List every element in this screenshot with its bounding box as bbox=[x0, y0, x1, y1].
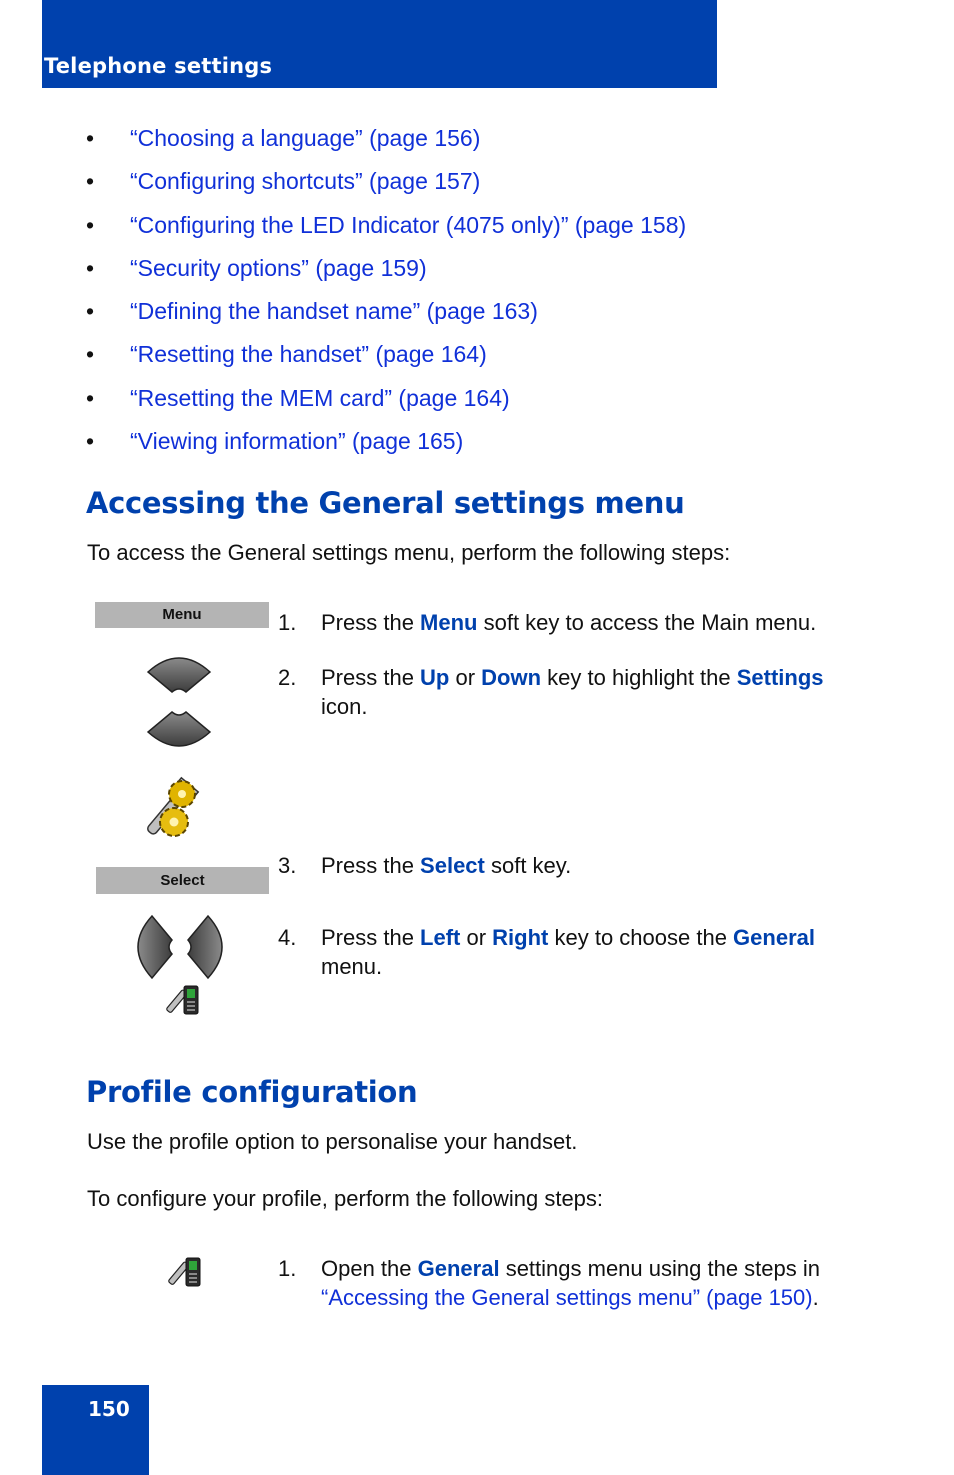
heading-accessing-general-settings: Accessing the General settings menu bbox=[86, 486, 685, 520]
step-text-part: Press the bbox=[321, 853, 421, 878]
toc-link-handset-name[interactable]: “Defining the handset name” (page 163) bbox=[130, 298, 538, 325]
section1-intro: To access the General settings menu, perform the following steps: bbox=[87, 540, 731, 565]
bullet: • bbox=[86, 341, 95, 368]
left-right-key-icon bbox=[128, 912, 232, 982]
step-text bbox=[321, 1254, 869, 1312]
menu-softkey: Menu bbox=[95, 602, 269, 628]
step-text-part: or bbox=[460, 925, 493, 950]
step-number: 2. bbox=[278, 665, 297, 690]
general-handset-icon bbox=[162, 984, 202, 1016]
step-text bbox=[321, 663, 869, 721]
general-handset-icon bbox=[164, 1256, 204, 1288]
toc-link-security-options[interactable]: “Security options” (page 159) bbox=[130, 254, 427, 281]
up-down-key-icon bbox=[140, 650, 218, 758]
keyword-general: General bbox=[417, 1256, 500, 1281]
settings-gears-icon bbox=[136, 772, 204, 848]
keyword-left: Left bbox=[420, 925, 461, 950]
keyword-down: Down bbox=[481, 665, 542, 690]
step-text bbox=[321, 851, 869, 880]
bullet: • bbox=[86, 384, 95, 411]
bullet: • bbox=[86, 168, 95, 195]
step-text-part: or bbox=[449, 665, 482, 690]
keyword-right: Right bbox=[492, 925, 549, 950]
select-softkey: Select bbox=[96, 867, 269, 894]
step-text bbox=[321, 608, 869, 637]
bullet: • bbox=[86, 428, 95, 455]
step-text-part: Open the bbox=[321, 1256, 418, 1281]
step-text-part: soft key to access the Main menu. bbox=[477, 610, 817, 635]
step-text bbox=[321, 923, 869, 981]
step-number: 1. bbox=[278, 1256, 297, 1281]
keyword-general: General bbox=[733, 925, 815, 950]
keyword-up: Up bbox=[420, 665, 450, 690]
keyword-menu: Menu bbox=[420, 610, 478, 635]
bullet: • bbox=[86, 254, 95, 281]
keyword-select: Select bbox=[420, 853, 485, 878]
step-text-part: key to highlight the bbox=[541, 665, 737, 690]
step-number: 1. bbox=[278, 610, 297, 635]
step-number: 3. bbox=[278, 853, 297, 878]
step-text-part: soft key. bbox=[484, 853, 572, 878]
toc-link-configuring-shortcuts[interactable]: “Configuring shortcuts” (page 157) bbox=[130, 168, 481, 195]
section-title: Telephone settings bbox=[44, 54, 273, 78]
toc-link-resetting-mem-card[interactable]: “Resetting the MEM card” (page 164) bbox=[130, 384, 510, 411]
step-text-part: Press the bbox=[321, 925, 421, 950]
bullet: • bbox=[86, 298, 95, 325]
step-text-part: Press the bbox=[321, 665, 421, 690]
step-text-part: key to choose the bbox=[548, 925, 734, 950]
page-number: 150 bbox=[88, 1397, 130, 1421]
bullet: • bbox=[86, 125, 95, 151]
section2-para2: To configure your profile, perform the following steps: bbox=[87, 1186, 604, 1211]
step-text-part: . bbox=[812, 1285, 819, 1310]
toc-link-viewing-information[interactable]: “Viewing information” (page 165) bbox=[130, 428, 464, 455]
step-text-part: settings menu using the steps in bbox=[499, 1256, 820, 1281]
step-text-part: Press the bbox=[321, 610, 421, 635]
toc-link-resetting-handset[interactable]: “Resetting the handset” (page 164) bbox=[130, 341, 487, 368]
step-text-part: menu. bbox=[321, 954, 383, 979]
heading-profile-configuration: Profile configuration bbox=[86, 1075, 418, 1109]
keyword-settings: Settings bbox=[736, 665, 824, 690]
step-number: 4. bbox=[278, 925, 297, 950]
toc-link-choosing-language[interactable]: “Choosing a language” (page 156) bbox=[130, 125, 481, 151]
step-text-part: icon. bbox=[321, 694, 368, 719]
bullet: • bbox=[86, 211, 95, 238]
cross-reference-link[interactable]: “Accessing the General settings menu” (page 150) bbox=[321, 1285, 813, 1310]
toc-link-led-indicator[interactable]: “Configuring the LED Indicator (4075 only)” (page 158) bbox=[130, 211, 687, 238]
section2-para1: Use the profile option to personalise your handset. bbox=[87, 1129, 578, 1154]
